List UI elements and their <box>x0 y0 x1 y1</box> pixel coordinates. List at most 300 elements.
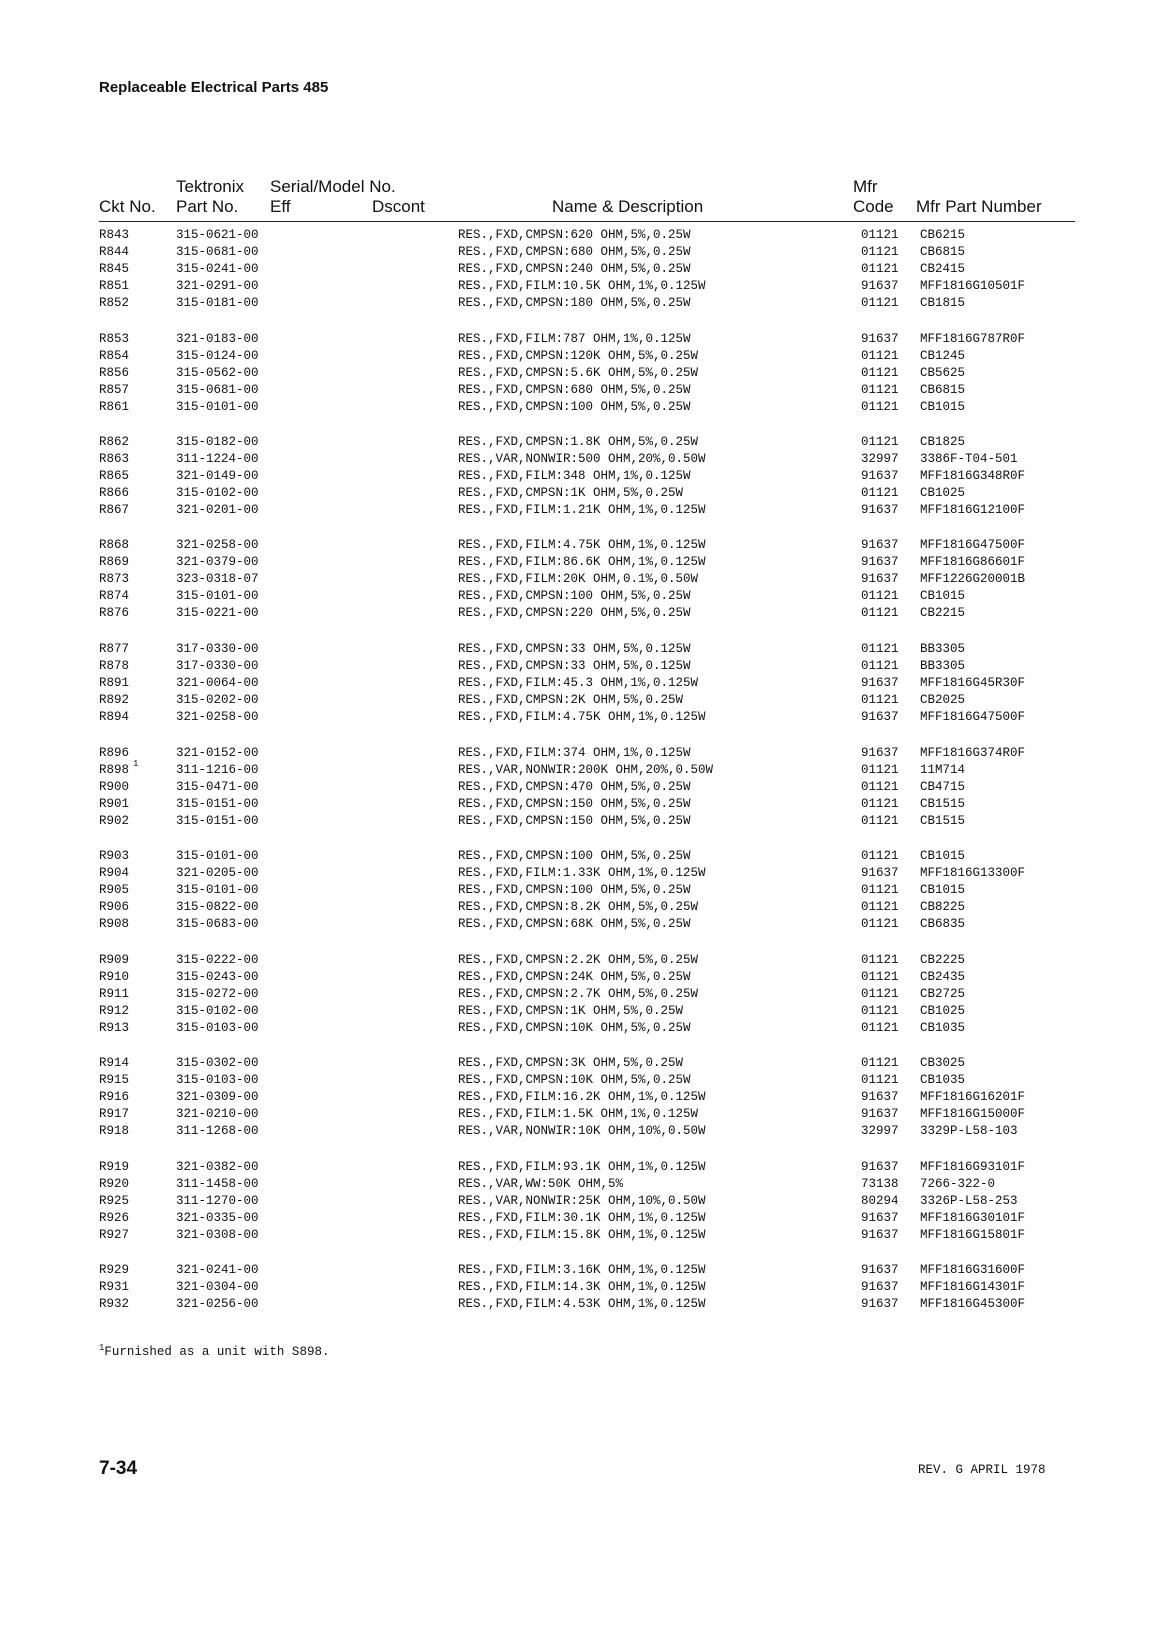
ckt-no-cell: R861 <box>99 400 130 414</box>
part-no-cell: 315-0101-00 <box>176 849 259 863</box>
mfr-code-cell: 91637 <box>861 866 899 880</box>
part-no-cell: 321-0379-00 <box>176 555 259 569</box>
table-row <box>0 779 1156 796</box>
part-no-cell: 315-0222-00 <box>176 953 259 967</box>
description-cell: RES.,FXD,FILM:20K OHM,0.1%,0.50W <box>458 572 699 586</box>
table-row <box>0 709 1156 726</box>
ckt-no-cell: R863 <box>99 452 130 466</box>
table-row <box>0 571 1156 588</box>
description-cell: RES.,FXD,CMPSN:33 OHM,5%,0.125W <box>458 659 691 673</box>
mfr-code-cell: 01121 <box>861 435 899 449</box>
col-name-description: Name & Description <box>552 197 704 216</box>
ckt-no-cell: R915 <box>99 1073 130 1087</box>
part-no-cell: 321-0258-00 <box>176 710 259 724</box>
mfr-part-cell: MFF1816G15000F <box>920 1107 1026 1121</box>
mfr-code-cell: 01121 <box>861 1056 899 1070</box>
mfr-part-cell: CB1825 <box>920 435 966 449</box>
mfr-part-cell: CB8225 <box>920 900 966 914</box>
mfr-part-cell: MFF1816G13300F <box>920 866 1026 880</box>
table-row <box>0 348 1156 365</box>
description-cell: RES.,FXD,CMPSN:100 OHM,5%,0.25W <box>458 589 691 603</box>
ckt-no-cell: R906 <box>99 900 130 914</box>
col-eff: Eff <box>270 197 291 216</box>
table-row <box>0 451 1156 468</box>
mfr-code-cell: 01121 <box>861 349 899 363</box>
part-no-cell: 315-0302-00 <box>176 1056 259 1070</box>
part-no-cell: 321-0205-00 <box>176 866 259 880</box>
description-cell: RES.,FXD,CMPSN:240 OHM,5%,0.25W <box>458 262 691 276</box>
description-cell: RES.,FXD,CMPSN:10K OHM,5%,0.25W <box>458 1073 691 1087</box>
table-row <box>0 261 1156 278</box>
mfr-part-cell: MFF1816G47500F <box>920 538 1026 552</box>
mfr-code-cell: 91637 <box>861 1263 899 1277</box>
mfr-part-cell: MFF1816G15801F <box>920 1228 1026 1242</box>
mfr-code-cell: 80294 <box>861 1194 899 1208</box>
table-row <box>0 641 1156 658</box>
col-serial-model: Serial/Model No. <box>270 177 396 196</box>
mfr-part-cell: 11M714 <box>920 763 966 777</box>
description-cell: RES.,FXD,FILM:348 OHM,1%,0.125W <box>458 469 691 483</box>
description-cell: RES.,FXD,CMPSN:470 OHM,5%,0.25W <box>458 780 691 794</box>
table-row <box>0 1279 1156 1296</box>
table-row <box>0 745 1156 762</box>
mfr-part-cell: CB1015 <box>920 400 966 414</box>
ckt-no-cell: R926 <box>99 1211 130 1225</box>
mfr-part-cell: CB1015 <box>920 849 966 863</box>
table-row <box>0 848 1156 865</box>
table-row <box>0 952 1156 969</box>
description-cell: RES.,FXD,CMPSN:33 OHM,5%,0.125W <box>458 642 691 656</box>
table-row <box>0 969 1156 986</box>
part-no-cell: 315-0182-00 <box>176 435 259 449</box>
ckt-no-cell: R918 <box>99 1124 130 1138</box>
mfr-part-cell: MFF1816G14301F <box>920 1280 1026 1294</box>
mfr-code-cell: 01121 <box>861 780 899 794</box>
ckt-no-cell: R867 <box>99 503 130 517</box>
mfr-code-cell: 01121 <box>861 383 899 397</box>
ckt-no-cell: R873 <box>99 572 130 586</box>
mfr-part-cell: CB1515 <box>920 814 966 828</box>
mfr-code-cell: 32997 <box>861 452 899 466</box>
mfr-code-cell: 01121 <box>861 228 899 242</box>
ckt-no-cell: R919 <box>99 1160 130 1174</box>
mfr-part-cell: 3329P-L58-103 <box>920 1124 1018 1138</box>
description-cell: RES.,FXD,CMPSN:24K OHM,5%,0.25W <box>458 970 691 984</box>
mfr-part-cell: CB1015 <box>920 883 966 897</box>
mfr-code-cell: 91637 <box>861 279 899 293</box>
description-cell: RES.,FXD,FILM:1.5K OHM,1%,0.125W <box>458 1107 699 1121</box>
part-no-cell: 315-0471-00 <box>176 780 259 794</box>
mfr-part-cell: MFF1816G374R0F <box>920 746 1026 760</box>
mfr-code-cell: 01121 <box>861 763 899 777</box>
ckt-no-cell: R852 <box>99 296 130 310</box>
mfr-part-cell: CB1025 <box>920 486 966 500</box>
description-cell: RES.,FXD,CMPSN:100 OHM,5%,0.25W <box>458 883 691 897</box>
footnote <box>99 1342 330 1359</box>
description-cell: RES.,FXD,FILM:15.8K OHM,1%,0.125W <box>458 1228 706 1242</box>
description-cell: RES.,FXD,FILM:1.21K OHM,1%,0.125W <box>458 503 706 517</box>
part-no-cell: 321-0241-00 <box>176 1263 259 1277</box>
table-row <box>0 1089 1156 1106</box>
mfr-code-cell: 01121 <box>861 883 899 897</box>
mfr-part-cell: CB6815 <box>920 383 966 397</box>
col-part-no: Part No. <box>176 197 239 216</box>
description-cell: RES.,FXD,CMPSN:3K OHM,5%,0.25W <box>458 1056 684 1070</box>
description-cell: RES.,FXD,CMPSN:8.2K OHM,5%,0.25W <box>458 900 699 914</box>
description-cell: RES.,FXD,FILM:4.53K OHM,1%,0.125W <box>458 1297 706 1311</box>
mfr-code-cell: 91637 <box>861 555 899 569</box>
table-row <box>0 502 1156 519</box>
description-cell: RES.,VAR,NONWIR:200K OHM,20%,0.50W <box>458 763 714 777</box>
part-no-cell: 315-0102-00 <box>176 486 259 500</box>
part-no-cell: 315-0621-00 <box>176 228 259 242</box>
ckt-no-cell: R862 <box>99 435 130 449</box>
table-row <box>0 468 1156 485</box>
mfr-code-cell: 32997 <box>861 1124 899 1138</box>
ckt-no-cell: R844 <box>99 245 130 259</box>
ckt-no-cell: R869 <box>99 555 130 569</box>
mfr-code-cell: 01121 <box>861 642 899 656</box>
ckt-no-cell: R911 <box>99 987 130 1001</box>
mfr-part-cell: CB1815 <box>920 296 966 310</box>
mfr-code-cell: 01121 <box>861 970 899 984</box>
part-no-cell: 315-0681-00 <box>176 245 259 259</box>
part-no-cell: 321-0291-00 <box>176 279 259 293</box>
table-row <box>0 1123 1156 1140</box>
table-row <box>0 1176 1156 1193</box>
mfr-code-cell: 91637 <box>861 572 899 586</box>
mfr-part-cell: MFF1816G16201F <box>920 1090 1026 1104</box>
part-no-cell: 321-0210-00 <box>176 1107 259 1121</box>
description-cell: RES.,FXD,FILM:10.5K OHM,1%,0.125W <box>458 279 706 293</box>
mfr-code-cell: 01121 <box>861 486 899 500</box>
mfr-part-cell: CB1245 <box>920 349 966 363</box>
mfr-part-cell: MFF1816G45R30F <box>920 676 1026 690</box>
description-cell: RES.,FXD,CMPSN:1.8K OHM,5%,0.25W <box>458 435 699 449</box>
description-cell: RES.,FXD,CMPSN:150 OHM,5%,0.25W <box>458 814 691 828</box>
mfr-part-cell: CB6835 <box>920 917 966 931</box>
ckt-no-cell: R877 <box>99 642 130 656</box>
mfr-part-cell: MFF1226G20001B <box>920 572 1026 586</box>
mfr-part-cell: CB2225 <box>920 953 966 967</box>
mfr-part-cell: CB6215 <box>920 228 966 242</box>
page-number: 7-34 <box>99 1458 138 1479</box>
mfr-part-cell: CB1515 <box>920 797 966 811</box>
mfr-code-cell: 01121 <box>861 589 899 603</box>
description-cell: RES.,FXD,CMPSN:5.6K OHM,5%,0.25W <box>458 366 699 380</box>
mfr-code-cell: 91637 <box>861 503 899 517</box>
table-row <box>0 588 1156 605</box>
ckt-no-cell: R868 <box>99 538 130 552</box>
mfr-code-cell: 01121 <box>861 245 899 259</box>
mfr-part-cell: CB1035 <box>920 1073 966 1087</box>
description-cell: RES.,FXD,CMPSN:100 OHM,5%,0.25W <box>458 400 691 414</box>
mfr-code-cell: 01121 <box>861 849 899 863</box>
ckt-no-cell: R851 <box>99 279 130 293</box>
revision-note: REV. G APRIL 1978 <box>918 1463 1046 1477</box>
ckt-no-cell: R878 <box>99 659 130 673</box>
ckt-no-cell: R916 <box>99 1090 130 1104</box>
description-cell: RES.,FXD,FILM:4.75K OHM,1%,0.125W <box>458 710 706 724</box>
description-cell: RES.,FXD,CMPSN:2.2K OHM,5%,0.25W <box>458 953 699 967</box>
part-no-cell: 315-0272-00 <box>176 987 259 1001</box>
mfr-code-cell: 01121 <box>861 1021 899 1035</box>
part-no-cell: 321-0258-00 <box>176 538 259 552</box>
header-rule <box>99 221 1075 222</box>
mfr-part-cell: CB6815 <box>920 245 966 259</box>
ckt-no-cell: R920 <box>99 1177 130 1191</box>
description-cell: RES.,FXD,FILM:14.3K OHM,1%,0.125W <box>458 1280 706 1294</box>
description-cell: RES.,VAR,NONWIR:500 OHM,20%,0.50W <box>458 452 706 466</box>
table-row <box>0 986 1156 1003</box>
mfr-part-cell: MFF1816G787R0F <box>920 332 1026 346</box>
mfr-part-cell: MFF1816G30101F <box>920 1211 1026 1225</box>
mfr-part-cell: MFF1816G31600F <box>920 1263 1026 1277</box>
mfr-part-cell: CB1025 <box>920 1004 966 1018</box>
part-no-cell: 311-1270-00 <box>176 1194 259 1208</box>
table-row <box>0 365 1156 382</box>
mfr-code-cell: 91637 <box>861 1280 899 1294</box>
part-no-cell: 321-0201-00 <box>176 503 259 517</box>
part-no-cell: 323-0318-07 <box>176 572 259 586</box>
part-no-cell: 321-0304-00 <box>176 1280 259 1294</box>
mfr-part-cell: MFF1816G12100F <box>920 503 1026 517</box>
col-ckt-no: Ckt No. <box>99 197 156 216</box>
ckt-no-cell: R866 <box>99 486 130 500</box>
description-cell: RES.,FXD,CMPSN:680 OHM,5%,0.25W <box>458 245 691 259</box>
table-row <box>0 537 1156 554</box>
mfr-part-cell: CB5625 <box>920 366 966 380</box>
table-row <box>0 1072 1156 1089</box>
part-no-cell: 321-0064-00 <box>176 676 259 690</box>
table-row <box>0 554 1156 571</box>
part-no-cell: 315-0241-00 <box>176 262 259 276</box>
mfr-code-cell: 91637 <box>861 710 899 724</box>
part-no-cell: 321-0335-00 <box>176 1211 259 1225</box>
col-tektronix: Tektronix <box>176 177 245 196</box>
table-row <box>0 485 1156 502</box>
mfr-code-cell: 91637 <box>861 1160 899 1174</box>
description-cell: RES.,VAR,NONWIR:25K OHM,10%,0.50W <box>458 1194 706 1208</box>
mfr-part-cell: CB3025 <box>920 1056 966 1070</box>
mfr-code-cell: 91637 <box>861 1090 899 1104</box>
ckt-no-cell: R909 <box>99 953 130 967</box>
description-cell: RES.,VAR,WW:50K OHM,5% <box>458 1177 624 1191</box>
table-row <box>0 331 1156 348</box>
ckt-no-cell: R894 <box>99 710 130 724</box>
part-no-cell: 321-0308-00 <box>176 1228 259 1242</box>
mfr-part-cell: CB2025 <box>920 693 966 707</box>
ckt-no-cell: R902 <box>99 814 130 828</box>
ckt-no-cell: R903 <box>99 849 130 863</box>
mfr-code-cell: 91637 <box>861 1107 899 1121</box>
ckt-no-cell: R857 <box>99 383 130 397</box>
part-no-cell: 321-0183-00 <box>176 332 259 346</box>
description-cell: RES.,FXD,CMPSN:120K OHM,5%,0.25W <box>458 349 699 363</box>
mfr-code-cell: 01121 <box>861 262 899 276</box>
ckt-no-cell: R853 <box>99 332 130 346</box>
description-cell: RES.,FXD,FILM:374 OHM,1%,0.125W <box>458 746 691 760</box>
table-row <box>0 1262 1156 1279</box>
mfr-code-cell: 01121 <box>861 366 899 380</box>
ckt-no-cell: R874 <box>99 589 130 603</box>
col-mfr: Mfr <box>853 177 878 196</box>
mfr-code-cell: 73138 <box>861 1177 899 1191</box>
ckt-no-cell: R898 <box>99 763 130 777</box>
ckt-no-cell: R932 <box>99 1297 130 1311</box>
part-no-cell: 311-1458-00 <box>176 1177 259 1191</box>
mfr-part-cell: MFF1816G348R0F <box>920 469 1026 483</box>
ckt-no-cell: R891 <box>99 676 130 690</box>
table-row <box>0 692 1156 709</box>
part-no-cell: 311-1224-00 <box>176 452 259 466</box>
table-row <box>0 796 1156 813</box>
ckt-no-cell: R865 <box>99 469 130 483</box>
description-cell: RES.,FXD,FILM:93.1K OHM,1%,0.125W <box>458 1160 706 1174</box>
ckt-no-cell: R914 <box>99 1056 130 1070</box>
table-row <box>0 227 1156 244</box>
part-no-cell: 315-0181-00 <box>176 296 259 310</box>
table-row <box>0 1296 1156 1313</box>
part-no-cell: 315-0202-00 <box>176 693 259 707</box>
ckt-no-cell: R912 <box>99 1004 130 1018</box>
mfr-code-cell: 91637 <box>861 676 899 690</box>
table-row <box>0 382 1156 399</box>
table-row <box>0 1159 1156 1176</box>
mfr-code-cell: 91637 <box>861 1211 899 1225</box>
ckt-no-cell: R925 <box>99 1194 130 1208</box>
description-cell: RES.,FXD,CMPSN:620 OHM,5%,0.25W <box>458 228 691 242</box>
mfr-part-cell: MFF1816G47500F <box>920 710 1026 724</box>
mfr-part-cell: MFF1816G93101F <box>920 1160 1026 1174</box>
part-no-cell: 315-0221-00 <box>176 606 259 620</box>
mfr-code-cell: 01121 <box>861 953 899 967</box>
mfr-part-cell: BB3305 <box>920 642 966 656</box>
col-mfr-part-number: Mfr Part Number <box>916 197 1042 216</box>
part-no-cell: 315-0101-00 <box>176 883 259 897</box>
ckt-no-cell: R843 <box>99 228 130 242</box>
mfr-part-cell: 7266-322-0 <box>920 1177 996 1191</box>
description-cell: RES.,FXD,CMPSN:1K OHM,5%,0.25W <box>458 486 684 500</box>
part-no-cell: 315-0103-00 <box>176 1073 259 1087</box>
ckt-no-cell: R854 <box>99 349 130 363</box>
table-row <box>0 244 1156 261</box>
part-no-cell: 315-0681-00 <box>176 383 259 397</box>
col-dscont: Dscont <box>372 197 425 216</box>
mfr-part-cell: 3386F-T04-501 <box>920 452 1018 466</box>
mfr-code-cell: 01121 <box>861 606 899 620</box>
table-row <box>0 295 1156 312</box>
part-no-cell: 315-0243-00 <box>176 970 259 984</box>
ckt-no-cell: R876 <box>99 606 130 620</box>
description-cell: RES.,FXD,CMPSN:10K OHM,5%,0.25W <box>458 1021 691 1035</box>
description-cell: RES.,FXD,FILM:16.2K OHM,1%,0.125W <box>458 1090 706 1104</box>
mfr-code-cell: 01121 <box>861 900 899 914</box>
mfr-code-cell: 01121 <box>861 917 899 931</box>
table-row <box>0 605 1156 622</box>
mfr-code-cell: 91637 <box>861 469 899 483</box>
ckt-no-cell: R929 <box>99 1263 130 1277</box>
part-no-cell: 315-0683-00 <box>176 917 259 931</box>
table-row <box>0 1227 1156 1244</box>
mfr-part-cell: BB3305 <box>920 659 966 673</box>
mfr-code-cell: 01121 <box>861 693 899 707</box>
part-no-cell: 315-0151-00 <box>176 814 259 828</box>
mfr-code-cell: 01121 <box>861 987 899 1001</box>
ckt-no-cell: R845 <box>99 262 130 276</box>
part-no-cell: 315-0102-00 <box>176 1004 259 1018</box>
table-row <box>0 1003 1156 1020</box>
mfr-part-cell: CB2725 <box>920 987 966 1001</box>
table-row <box>0 1193 1156 1210</box>
ckt-no-cell: R900 <box>99 780 130 794</box>
table-row <box>0 865 1156 882</box>
mfr-code-cell: 01121 <box>861 1073 899 1087</box>
mfr-code-cell: 91637 <box>861 1228 899 1242</box>
part-no-cell: 311-1268-00 <box>176 1124 259 1138</box>
table-row <box>0 882 1156 899</box>
mfr-code-cell: 01121 <box>861 400 899 414</box>
mfr-part-cell: MFF1816G45300F <box>920 1297 1026 1311</box>
description-cell: RES.,FXD,FILM:787 OHM,1%,0.125W <box>458 332 691 346</box>
part-no-cell: 321-0149-00 <box>176 469 259 483</box>
description-cell: RES.,FXD,FILM:1.33K OHM,1%,0.125W <box>458 866 706 880</box>
mfr-code-cell: 01121 <box>861 659 899 673</box>
description-cell: RES.,FXD,CMPSN:220 OHM,5%,0.25W <box>458 606 691 620</box>
ckt-no-cell: R901 <box>99 797 130 811</box>
table-row <box>0 399 1156 416</box>
description-cell: RES.,FXD,FILM:4.75K OHM,1%,0.125W <box>458 538 706 552</box>
description-cell: RES.,FXD,FILM:30.1K OHM,1%,0.125W <box>458 1211 706 1225</box>
mfr-part-cell: MFF1816G86601F <box>920 555 1026 569</box>
ckt-no-cell: R896 <box>99 746 130 760</box>
part-no-cell: 317-0330-00 <box>176 642 259 656</box>
description-cell: RES.,FXD,FILM:3.16K OHM,1%,0.125W <box>458 1263 706 1277</box>
mfr-part-cell: MFF1816G10501F <box>920 279 1026 293</box>
table-row <box>0 675 1156 692</box>
footnote-marker: 1 <box>99 1342 105 1353</box>
page-title: Replaceable Electrical Parts 485 <box>99 79 329 96</box>
ckt-no-cell: R904 <box>99 866 130 880</box>
table-row <box>0 1020 1156 1037</box>
table-row <box>0 899 1156 916</box>
mfr-code-cell: 01121 <box>861 797 899 811</box>
description-cell: RES.,FXD,CMPSN:68K OHM,5%,0.25W <box>458 917 691 931</box>
mfr-code-cell: 91637 <box>861 1297 899 1311</box>
mfr-code-cell: 01121 <box>861 814 899 828</box>
ckt-no-cell: R931 <box>99 1280 130 1294</box>
mfr-part-cell: CB2215 <box>920 606 966 620</box>
table-row <box>0 434 1156 451</box>
mfr-part-cell: CB2415 <box>920 262 966 276</box>
mfr-code-cell: 91637 <box>861 538 899 552</box>
footnote-text: Furnished as a unit with S898. <box>104 1345 330 1359</box>
table-row <box>0 278 1156 295</box>
part-no-cell: 315-0103-00 <box>176 1021 259 1035</box>
part-no-cell: 321-0152-00 <box>176 746 259 760</box>
part-no-cell: 321-0309-00 <box>176 1090 259 1104</box>
part-no-cell: 317-0330-00 <box>176 659 259 673</box>
table-row <box>0 1210 1156 1227</box>
description-cell: RES.,VAR,NONWIR:10K OHM,10%,0.50W <box>458 1124 706 1138</box>
part-no-cell: 321-0256-00 <box>176 1297 259 1311</box>
ckt-no-cell: R927 <box>99 1228 130 1242</box>
description-cell: RES.,FXD,CMPSN:100 OHM,5%,0.25W <box>458 849 691 863</box>
description-cell: RES.,FXD,FILM:86.6K OHM,1%,0.125W <box>458 555 706 569</box>
part-no-cell: 315-0151-00 <box>176 797 259 811</box>
description-cell: RES.,FXD,CMPSN:180 OHM,5%,0.25W <box>458 296 691 310</box>
mfr-part-cell: CB4715 <box>920 780 966 794</box>
